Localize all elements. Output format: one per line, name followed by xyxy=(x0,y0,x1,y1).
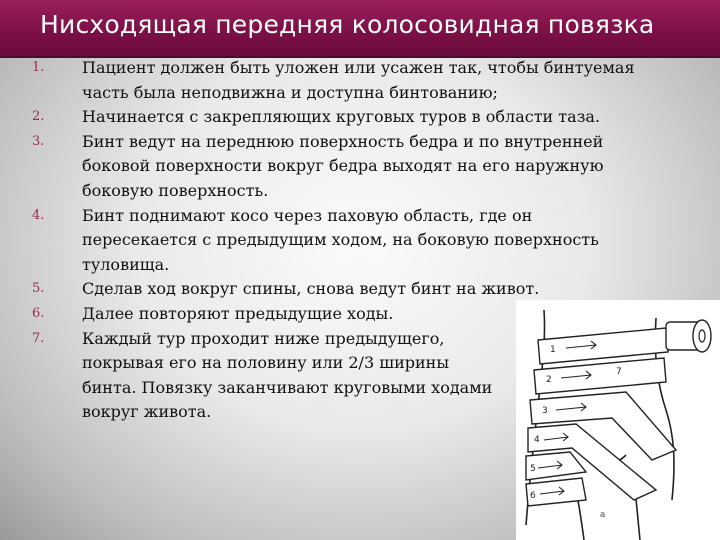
item-number: 7. xyxy=(32,330,45,346)
item-text: Каждый тур проходит ниже предыдущего, покрывая его на половину или 2/3 ширины бинта. Повязку заканчивают круговыми ходами вокруг живота. xyxy=(82,328,493,422)
item-number: 6. xyxy=(32,305,45,321)
bandage-label: 6 xyxy=(530,491,536,501)
item-text: Начинается с закрепляющих круговых туров в области таза. xyxy=(82,107,601,127)
item-number: 5. xyxy=(32,281,45,297)
list-item xyxy=(32,130,672,204)
list-item xyxy=(32,105,672,130)
list-item xyxy=(32,277,672,302)
bandage-label: 1 xyxy=(550,345,556,355)
bandage-label: 5 xyxy=(530,464,536,474)
bandage-label: 2 xyxy=(546,375,552,385)
title-bar xyxy=(0,0,720,58)
item-number: 4. xyxy=(32,207,45,223)
item-text: Сделав ход вокруг спины, снова ведут бинт на живот. xyxy=(82,279,540,299)
item-text: Бинт ведут на переднюю поверхность бедра и по внутренней боковой поверхности вокруг бедра выходят на его наружную боковую поверхность. xyxy=(82,131,604,200)
item-number: 1. xyxy=(32,60,45,75)
item-text: Бинт поднимают косо через паховую область, где он пересекается с предыдущим ходом, на боковую поверхность туловища. xyxy=(82,205,599,274)
slide-title: Нисходящая передняя колосовидная повязка xyxy=(40,10,655,39)
item-number: 2. xyxy=(32,109,45,125)
list-item xyxy=(32,204,672,278)
bandage-roll xyxy=(666,320,711,352)
bandage-label: 7 xyxy=(616,367,622,377)
item-number: 3. xyxy=(32,133,45,149)
bandage-label: 3 xyxy=(542,406,548,416)
list-item xyxy=(32,56,672,105)
bandage-label: 4 xyxy=(534,435,540,445)
figure-caption: а xyxy=(600,510,606,520)
item-text: Пациент должен быть уложен или усажен так, чтобы бинтуемая часть была неподвижна и доступна бинтованию; xyxy=(82,58,635,102)
bandage-illustration xyxy=(516,300,720,540)
item-text: Далее повторяют предыдущие ходы. xyxy=(82,303,394,323)
